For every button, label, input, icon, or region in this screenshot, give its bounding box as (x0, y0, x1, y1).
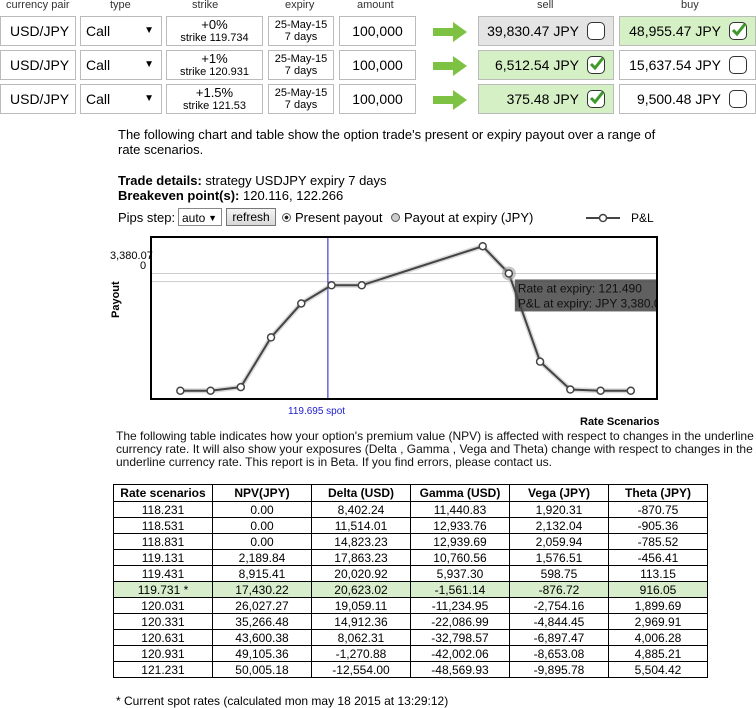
series-line (180, 246, 630, 390)
breakeven-label: Breakeven point(s): (118, 188, 240, 203)
column-header: Rate scenarios (114, 485, 213, 502)
table-cell: 50,005.18 (213, 662, 312, 678)
expiry-date: 25-May-15 (274, 53, 328, 65)
strike-value: strike 121.53 (183, 100, 246, 112)
data-point (177, 387, 184, 394)
table-cell: 17,863.23 (312, 550, 411, 566)
table-cell: 17,430.22 (213, 582, 312, 598)
table-cell: 2,132.04 (510, 518, 609, 534)
strike-pct: +1% (201, 51, 228, 66)
table-cell: 113.15 (609, 566, 708, 582)
type-select[interactable] (80, 50, 162, 80)
header-sell: sell (537, 0, 554, 11)
header-buy: buy (681, 0, 699, 11)
currency-pair: USD/JPY (0, 16, 76, 46)
expiry-cell[interactable] (268, 50, 334, 80)
payout-chart-svg (152, 238, 656, 398)
table-cell: -1,270.88 (312, 646, 411, 662)
table-cell: 119.431 (114, 566, 213, 582)
table-cell: 49,105.36 (213, 646, 312, 662)
sell-value: 39,830.47 JPY (487, 23, 579, 39)
table-cell: 1,920.31 (510, 502, 609, 518)
legend-label: P&L (631, 211, 654, 225)
breakeven (118, 188, 343, 203)
strike-value: strike 120.931 (179, 66, 250, 78)
strike-pct: +1.5% (195, 85, 234, 100)
table-row (114, 582, 708, 598)
table-cell: 19,059.11 (312, 598, 411, 614)
table-cell: -2,754.16 (510, 598, 609, 614)
expiry-days: 7 days (284, 65, 318, 77)
expiry-days: 7 days (284, 99, 318, 111)
table-cell: 119.731 * (114, 582, 213, 598)
table-cell: 0.00 (213, 534, 312, 550)
table-cell: -905.36 (609, 518, 708, 534)
refresh-button[interactable]: refresh (226, 208, 276, 226)
footnote: * Current spot rates (calculated mon may 18 2015 at 13:29:12) (116, 694, 449, 708)
buy-value: 48,955.47 JPY (629, 23, 721, 39)
table-cell: 12,939.69 (411, 534, 510, 550)
table-row (114, 518, 708, 534)
arrow-right-icon (433, 56, 467, 76)
table-cell: 120.631 (114, 630, 213, 646)
table-cell: 8,402.24 (312, 502, 411, 518)
column-header: Delta (USD) (312, 485, 411, 502)
data-point (537, 358, 544, 365)
table-cell: -456.41 (609, 550, 708, 566)
strike-cell[interactable] (166, 16, 263, 46)
table-row (114, 630, 708, 646)
strike-pct: +0% (201, 17, 228, 32)
header-pair: currency pair (6, 0, 70, 11)
data-point (505, 270, 512, 277)
sell-value: 6,512.54 JPY (494, 57, 579, 73)
table-cell: 2,969.91 (609, 614, 708, 630)
table-cell: 26,027.27 (213, 598, 312, 614)
chevron-down-icon: ▼ (144, 59, 154, 70)
table-cell: 121.231 (114, 662, 213, 678)
table-cell: 2,059.94 (510, 534, 609, 550)
trade-row (0, 14, 756, 48)
data-point (567, 386, 574, 393)
column-header: Vega (JPY) (510, 485, 609, 502)
table-cell: 4,885.21 (609, 646, 708, 662)
table-cell: 4,006.28 (609, 630, 708, 646)
data-point (298, 300, 305, 307)
legend-line-icon (586, 213, 620, 223)
tooltip-line-1: Rate at expiry: 121.490 (517, 281, 642, 296)
type-select[interactable] (80, 16, 162, 46)
table-cell: -42,002.06 (411, 646, 510, 662)
data-point (237, 384, 244, 391)
table-cell: 118.531 (114, 518, 213, 534)
expiry-payout-label: Payout at expiry (JPY) (404, 210, 534, 225)
table-cell: -6,897.47 (510, 630, 609, 646)
table-cell: 14,912.36 (312, 614, 411, 630)
table-cell: -1,561.14 (411, 582, 510, 598)
table-row (114, 614, 708, 630)
table-cell: -9,895.78 (510, 662, 609, 678)
pips-label: Pips step: (118, 210, 176, 225)
table-cell: 2,189.84 (213, 550, 312, 566)
table-cell: 5,504.42 (609, 662, 708, 678)
table-cell: 916.05 (609, 582, 708, 598)
chevron-down-icon: ▼ (144, 25, 154, 36)
strike-cell[interactable] (166, 84, 263, 114)
buy-checkbox[interactable] (729, 22, 747, 40)
buy-value: 9,500.48 JPY (636, 91, 721, 107)
strike-value: strike 119.734 (180, 32, 249, 44)
amount-input[interactable]: 100,000 (339, 50, 416, 80)
expiry-date: 25-May-15 (274, 19, 328, 31)
trade-details-value: strategy USDJPY expiry 7 days (201, 173, 387, 188)
sell-price[interactable] (478, 84, 614, 114)
table-cell: -785.52 (609, 534, 708, 550)
table-row (114, 646, 708, 662)
expiry-cell[interactable] (268, 16, 334, 46)
table-cell: -32,798.57 (411, 630, 510, 646)
column-header: Theta (JPY) (609, 485, 708, 502)
table-cell: 11,440.83 (411, 502, 510, 518)
type-value: Call (86, 23, 111, 39)
table-cell: 8,062.31 (312, 630, 411, 646)
amount-input[interactable]: 100,000 (339, 84, 416, 114)
header-expiry: expiry (285, 0, 315, 11)
tooltip-line-2: P&L at expiry: JPY 3,380.07 (517, 296, 656, 311)
amount-input[interactable]: 100,000 (339, 16, 416, 46)
spot-label: 119.695 spot (288, 406, 346, 417)
table-row (114, 598, 708, 614)
table-cell: 118.831 (114, 534, 213, 550)
buy-price[interactable] (619, 16, 756, 46)
expiry-date: 25-May-15 (274, 87, 328, 99)
sell-checkbox[interactable] (587, 90, 605, 108)
breakeven-value: 120.116, 122.266 (239, 188, 344, 203)
table-cell: -48,569.93 (411, 662, 510, 678)
column-header: Gamma (USD) (411, 485, 510, 502)
table-cell: -4,844.45 (510, 614, 609, 630)
sell-checkbox[interactable] (587, 56, 605, 74)
chevron-down-icon: ▼ (144, 93, 154, 104)
arrow-right-icon (433, 22, 467, 42)
currency-pair: USD/JPY (0, 50, 76, 80)
table-cell: 1,899.69 (609, 598, 708, 614)
header-amount: amount (357, 0, 394, 11)
arrow-right-icon (433, 90, 467, 110)
data-point (627, 387, 634, 394)
buy-price[interactable] (619, 50, 756, 80)
payout-chart[interactable] (150, 236, 658, 400)
table-cell: 20,020.92 (312, 566, 411, 582)
series-line-shadow (180, 246, 630, 390)
table-row (114, 550, 708, 566)
scenario-table (113, 484, 708, 678)
table-note: The following table indicates how your option's premium value (NPV) is affected with respect to changes in the underline currency rate. It will also show your exposures (Delta , Gamma , Vega and Theta) change with respect to changes in the underline currency rate. This report is in Beta. If you find errors, please contact us. (116, 429, 754, 469)
type-select[interactable] (80, 84, 162, 114)
table-cell: -8,653.08 (510, 646, 609, 662)
data-point (268, 334, 275, 341)
buy-value: 15,637.54 JPY (629, 57, 721, 73)
data-point (597, 387, 604, 394)
data-point (479, 243, 486, 250)
trade-details-label: Trade details: (118, 173, 202, 188)
trade-row (0, 48, 756, 82)
y-tick-max: 3,380.07 (110, 250, 153, 262)
buy-price[interactable] (619, 84, 756, 114)
sell-price[interactable] (478, 50, 614, 80)
header-type: type (110, 0, 131, 11)
table-cell: 120.331 (114, 614, 213, 630)
table-cell: 11,514.01 (312, 518, 411, 534)
present-payout-radio[interactable] (282, 213, 291, 222)
y-tick-zero: 0 (140, 260, 147, 272)
table-header-row (114, 485, 708, 502)
table-cell: 0.00 (213, 502, 312, 518)
pips-select-value: auto (182, 211, 206, 225)
data-point (328, 282, 335, 289)
sell-checkbox[interactable] (587, 22, 605, 40)
trade-details (118, 173, 387, 188)
table-cell: -22,086.99 (411, 614, 510, 630)
sell-value: 375.48 JPY (506, 91, 579, 107)
table-cell: 120.931 (114, 646, 213, 662)
table-cell: -11,234.95 (411, 598, 510, 614)
strike-cell[interactable] (166, 50, 263, 80)
table-cell: 118.231 (114, 502, 213, 518)
table-cell: -12,554.00 (312, 662, 411, 678)
type-value: Call (86, 91, 111, 107)
chevron-down-icon: ▼ (208, 213, 217, 223)
data-point (207, 387, 214, 394)
pips-select[interactable] (178, 208, 222, 226)
column-header: NPV(JPY) (213, 485, 312, 502)
header-strike: strike (192, 0, 219, 11)
table-row (114, 502, 708, 518)
intro-text: The following chart and table show the option trade's present or expiry payout over a range of rate scenarios. (118, 127, 656, 157)
trade-row (0, 82, 756, 116)
sell-price[interactable] (478, 16, 614, 46)
table-cell: 20,623.02 (312, 582, 411, 598)
chart-controls (118, 208, 678, 228)
table-cell: 43,600.38 (213, 630, 312, 646)
table-cell: 5,937.30 (411, 566, 510, 582)
table-row (114, 534, 708, 550)
data-point (358, 282, 365, 289)
table-cell: 119.131 (114, 550, 213, 566)
type-value: Call (86, 57, 111, 73)
buy-checkbox[interactable] (729, 56, 747, 74)
expiry-cell[interactable] (268, 84, 334, 114)
expiry-payout-radio[interactable] (391, 213, 400, 222)
table-cell: 12,933.76 (411, 518, 510, 534)
x-axis-label: Rate Scenarios (580, 416, 660, 428)
table-cell: -876.72 (510, 582, 609, 598)
table-cell: 0.00 (213, 518, 312, 534)
table-cell: 598.75 (510, 566, 609, 582)
expiry-days: 7 days (284, 31, 318, 43)
present-payout-label: Present payout (295, 210, 383, 225)
table-cell: 8,915.41 (213, 566, 312, 582)
table-row (114, 662, 708, 678)
table-cell: 14,823.23 (312, 534, 411, 550)
table-cell: -870.75 (609, 502, 708, 518)
table-cell: 35,266.48 (213, 614, 312, 630)
table-row (114, 566, 708, 582)
currency-pair: USD/JPY (0, 84, 76, 114)
y-axis-label: Payout (110, 281, 122, 318)
buy-checkbox[interactable] (729, 90, 747, 108)
table-cell: 1,576.51 (510, 550, 609, 566)
table-cell: 10,760.56 (411, 550, 510, 566)
table-cell: 120.031 (114, 598, 213, 614)
